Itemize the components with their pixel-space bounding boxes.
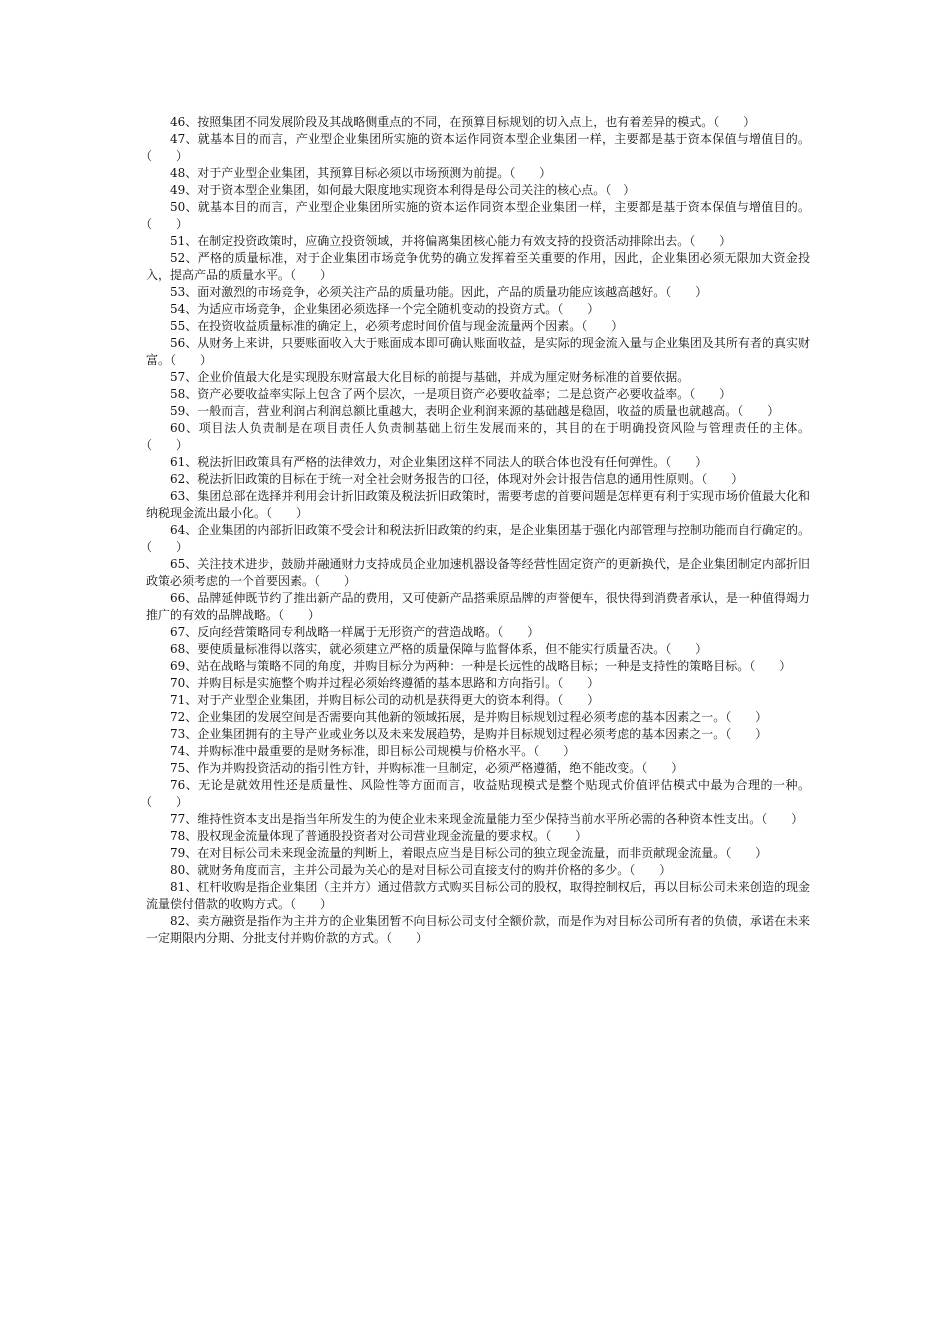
question-item (146, 522, 810, 556)
question-number: 47 (170, 132, 186, 146)
answer-blank: （ ） (605, 183, 636, 197)
question-text: 、作为并购投资活动的指引性方针，并购标准一旦制定，必须严格遵循，绝不能改变。 (185, 761, 642, 775)
question-text: 、对于产业型企业集团，并购目标公司的动机是获得更大的资本利得。 (185, 693, 558, 707)
question-number: 48 (170, 166, 186, 180)
answer-blank: （ ） (665, 285, 708, 299)
answer-blank: （ ） (629, 863, 672, 877)
question-item (146, 199, 810, 233)
question-number: 79 (170, 846, 186, 860)
question-item (146, 590, 810, 624)
answer-blank: （ ） (146, 149, 189, 163)
question-item (146, 913, 810, 947)
answer-blank: （ ） (557, 302, 600, 316)
question-item (146, 284, 810, 301)
question-item (146, 471, 810, 488)
answer-blank: （ ） (557, 676, 600, 690)
question-number: 64 (170, 523, 186, 537)
question-item (146, 335, 810, 369)
question-number: 82 (170, 914, 186, 928)
answer-blank: （ ） (386, 931, 429, 945)
question-item (146, 420, 810, 454)
answer-blank: （ ） (665, 455, 708, 469)
question-number: 76 (170, 778, 186, 792)
question-item (146, 726, 810, 743)
question-number: 52 (170, 251, 186, 265)
question-text: 、企业集团的发展空间是否需要向其他新的领域拓展，是并购目标规划过程必须考虑的基本因素之一。 (185, 710, 726, 724)
question-number: 54 (170, 302, 186, 316)
answer-blank: （ ） (290, 268, 333, 282)
answer-blank: （ ） (701, 472, 744, 486)
question-number: 49 (170, 183, 186, 197)
answer-blank: （ ） (737, 404, 780, 418)
answer-blank: （ ） (170, 353, 213, 367)
question-text: 、就财务角度而言，主并公司最为关心的是对目标公司直接支付的购并价格的多少。 (185, 863, 630, 877)
question-text: 、企业集团拥有的主导产业或业务以及未来发展趋势，是购并目标规划过程必须考虑的基本因素之一。 (185, 727, 726, 741)
question-text: 、杠杆收购是指企业集团（主并方）通过借款方式购买目标公司的股权，取得控制权后，再以目标公司未来创造的现金流量偿付借款的收购方式。 (146, 880, 810, 911)
question-number: 73 (170, 727, 186, 741)
question-text: 、就基本目的而言，产业型企业集团所实施的资本运作同资本型企业集团一样，主要都是基于资本保值与增值目的。 (185, 200, 810, 214)
question-item (146, 454, 810, 471)
question-text: 、一般而言，营业利润占利润总额比重越大，表明企业利润来源的基础越是稳固，收益的质量也就越高。 (185, 404, 738, 418)
question-number: 72 (170, 710, 186, 724)
question-item (146, 743, 810, 760)
question-item (146, 709, 810, 726)
answer-blank: （ ） (266, 506, 309, 520)
question-number: 57 (170, 370, 186, 384)
question-item (146, 250, 810, 284)
question-number: 55 (170, 319, 186, 333)
question-number: 61 (170, 455, 186, 469)
question-number: 68 (170, 642, 186, 656)
question-text: 、维持性资本支出是指当年所发生的为使企业未来现金流量能力至少保持当前水平所必需的各种资本性支出。 (185, 812, 762, 826)
question-item (146, 318, 810, 335)
question-text: 、严格的质量标准，对于企业集团市场竞争优势的确立发挥着至关重要的作用，因此，企业集团必须无限加大资金投入，提高产品的质量水平。 (146, 251, 810, 282)
answer-blank: （ ） (665, 642, 708, 656)
question-item (146, 386, 810, 403)
answer-blank: （ ） (497, 625, 540, 639)
question-number: 69 (170, 659, 186, 673)
question-item (146, 828, 810, 845)
question-item (146, 114, 810, 131)
question-number: 81 (170, 880, 186, 894)
question-item (146, 403, 810, 420)
question-text: 、集团总部在选择并利用会计折旧政策及税法折旧政策时，需要考虑的首要问题是怎样更有利于实现市场价值最大化和纳税现金流出最小化。 (146, 489, 810, 520)
answer-blank: （ ） (146, 217, 189, 231)
question-text: 、在对目标公司未来现金流量的判断上，着眼点应当是目标公司的独立现金流量，而非贡献现金流量。 (185, 846, 726, 860)
question-item (146, 675, 810, 692)
question-item (146, 777, 810, 811)
question-item (146, 641, 810, 658)
question-text: 、卖方融资是指作为主并方的企业集团暂不向目标公司支付全额价款，而是作为对目标公司所有者的负债，承诺在未来一定期限内分期、分批支付并购价款的方式。 (146, 914, 810, 945)
question-number: 78 (170, 829, 186, 843)
question-text: 、企业集团的内部折旧政策不受会计和税法折旧政策的约束，是企业集团基于强化内部管理与控制功能而自行确定的。 (185, 523, 810, 537)
question-text: 、资产必要收益率实际上包含了两个层次，一是项目资产必要收益率；二是总资产必要收益率。 (185, 387, 690, 401)
question-number: 59 (170, 404, 186, 418)
question-text: 、关注技术进步，鼓励并融通财力支持成员企业加速机器设备等经营性固定资产的更新换代，是企业集团制定内部折旧政策必须考虑的一个首要因素。 (146, 557, 810, 588)
question-number: 71 (170, 693, 186, 707)
question-number: 75 (170, 761, 186, 775)
question-text: 、税法折旧政策具有严格的法律效力，对企业集团这样不同法人的联合体也没有任何弹性。 (185, 455, 666, 469)
answer-blank: （ ） (761, 812, 804, 826)
answer-blank: （ ） (290, 897, 333, 911)
question-text: 、股权现金流量体现了普通股投资者对公司营业现金流量的要求权。 (185, 829, 546, 843)
document-page (146, 114, 810, 947)
question-item (146, 233, 810, 250)
question-text: 、在投资收益质量标准的确定上，必须考虑时间价值与现金流量两个因素。 (185, 319, 582, 333)
question-item (146, 811, 810, 828)
question-number: 50 (170, 200, 186, 214)
question-number: 70 (170, 676, 186, 690)
question-number: 65 (170, 557, 186, 571)
question-text: 、税法折旧政策的目标在于统一对全社会财务报告的口径，体现对外会计报告信息的通用性原则。 (185, 472, 702, 486)
question-number: 60 (170, 421, 186, 435)
answer-blank: （ ） (278, 608, 321, 622)
question-number: 80 (170, 863, 186, 877)
question-text: 、站在战略与策略不同的角度，并购目标分为两种：一种是长远性的战略目标；一种是支持性的策略目标。 (185, 659, 750, 673)
answer-blank: （ ） (749, 659, 792, 673)
question-text: 、就基本目的而言，产业型企业集团所实施的资本运作同资本型企业集团一样，主要都是基于资本保值与增值目的。 (185, 132, 810, 146)
question-number: 53 (170, 285, 186, 299)
answer-blank: （ ） (725, 710, 768, 724)
answer-blank: （ ） (725, 727, 768, 741)
question-item (146, 879, 810, 913)
answer-blank: （ ） (545, 829, 588, 843)
question-number: 62 (170, 472, 186, 486)
question-text: 、为适应市场竞争，企业集团必须选择一个完全随机变动的投资方式。 (185, 302, 558, 316)
question-item (146, 182, 810, 199)
question-item (146, 760, 810, 777)
question-number: 46 (170, 115, 186, 129)
question-item (146, 845, 810, 862)
question-number: 51 (170, 234, 186, 248)
question-text: 、项目法人负责制是在项目责任人负责制基础上衍生发展而来的，其目的在于明确投资风险与管理责任的主体。 (185, 421, 810, 435)
answer-blank: （ ） (581, 319, 624, 333)
answer-blank: （ ） (146, 540, 189, 554)
answer-blank: （ ） (641, 761, 684, 775)
answer-blank: （ ） (713, 115, 756, 129)
answer-blank: （ ） (689, 234, 732, 248)
question-text: 、按照集团不同发展阶段及其战略侧重点的不同，在预算目标规划的切入点上，也有着差异的模式。 (185, 115, 714, 129)
question-item (146, 131, 810, 165)
question-item (146, 862, 810, 879)
question-text: 、并购目标是实施整个购并过程必须始终遵循的基本思路和方向指引。 (185, 676, 558, 690)
question-text: 、在制定投资政策时，应确立投资领域，并将偏离集团核心能力有效支持的投资活动排除出去。 (185, 234, 690, 248)
question-text: 、面对激烈的市场竞争，必须关注产品的质量功能。因此，产品的质量功能应该越高越好。 (185, 285, 666, 299)
question-text: 、并购标准中最重要的是财务标准，即目标公司规模与价格水平。 (185, 744, 534, 758)
question-item (146, 658, 810, 675)
question-number: 66 (170, 591, 186, 605)
question-item (146, 488, 810, 522)
answer-blank: （ ） (557, 693, 600, 707)
question-item (146, 692, 810, 709)
question-text: 、品牌延伸既节约了推出新产品的费用，又可使新产品搭乘原品牌的声誉便车，很快得到消费者承认，是一种值得竭力推广的有效的品牌战略。 (146, 591, 810, 622)
question-text: 、企业价值最大化是实现股东财富最大化目标的前提与基础，并成为厘定财务标准的首要依据。 (185, 370, 690, 384)
answer-blank: （ ） (725, 846, 768, 860)
question-item (146, 624, 810, 641)
answer-blank: （ ） (146, 438, 189, 452)
answer-blank: （ ） (314, 574, 357, 588)
question-item (146, 165, 810, 182)
question-item (146, 369, 810, 386)
question-item (146, 301, 810, 318)
question-text: 、对于产业型企业集团，其预算目标必须以市场预测为前提。 (185, 166, 510, 180)
question-number: 63 (170, 489, 186, 503)
question-text: 、对于资本型企业集团，如何最大限度地实现资本利得是母公司关注的核心点。 (185, 183, 606, 197)
question-text: 、要使质量标准得以落实，就必须建立严格的质量保障与监督体系，但不能实行质量否决。 (185, 642, 666, 656)
question-number: 67 (170, 625, 186, 639)
answer-blank: （ ） (533, 744, 576, 758)
question-text: 、反向经营策略同专利战略一样属于无形资产的营造战略。 (185, 625, 498, 639)
answer-blank: （ ） (146, 795, 189, 809)
question-item (146, 556, 810, 590)
question-text: 、从财务上来讲，只要账面收入大于账面成本即可确认账面收益，是实际的现金流入量与企业集团及其所有者的真实财富。 (146, 336, 810, 367)
question-number: 74 (170, 744, 186, 758)
question-number: 56 (170, 336, 186, 350)
answer-blank: （ ） (689, 387, 732, 401)
question-number: 77 (170, 812, 186, 826)
question-number: 58 (170, 387, 186, 401)
question-text: 、无论是就效用性还是质量性、风险性等方面而言，收益贴现模式是整个贴现式价值评估模式中最为合理的一种。 (185, 778, 810, 792)
answer-blank: （ ） (509, 166, 552, 180)
